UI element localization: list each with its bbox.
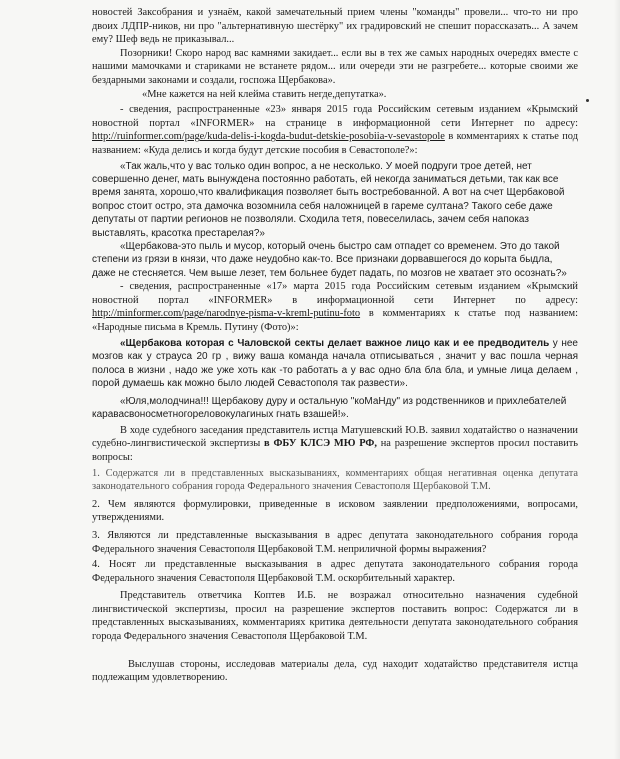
source-2-text: - сведения, распространенные «17» марта 2015 года Российским сетевым изданием «Крымский новостной портал «INFORMER» в информационной сети Интернет по адресу: [92,281,578,306]
motion-institution: в ФБУ КЛСЭ МЮ РФ, [264,438,377,450]
question-4: 4. Носят ли представленные высказывания в адрес депутата законодательного собрания города Федерального значения Севастополя Щербаковой Т.М. оскорбительный характер. [92,559,578,584]
speck [586,99,589,102]
comment-2: «Щербакова-это пыль и мусор, который очень быстро сам отпадет со временем. Это до такой степени из грязи в князи, что даже неудобно как-то. Все признаки дорвавшегося до корыта быдла, даже не стесняется. Чем выше лезет, тем больнее будет падать, по мозгов не хватает это осознать?» [92,240,567,279]
comment-3-lead: «Щербакова которая с Чаловской секты делает важное лицо как и ее предводитель [120,337,550,349]
question-1: 1. Содержатся ли в представленных высказываниях, комментариях общая негативная оценка депутата законодательного собрания города Федерального значения Севастополя Щербаковой Т.М. [92,467,578,493]
paragraph-ruling: Выслушав стороны, исследовав материалы дела, суд находит ходатайство представителя истца подлежащим удовлетворению. [92,658,578,684]
paragraph-motion [92,424,578,465]
source-1-text: - сведения, распространенные «23» января 2015 года Российским сетевым изданием «Крымский новостной портал «INFORMER» на странице в информационной сети Интернет по адресу: [92,104,578,129]
paragraph-defendant: Представитель ответчика Коптев И.Б. не возражал относительно назначения судебной лингвистической экспертизы, просил на разрешение экспертов поставить вопрос: Содержатся ли в представленных высказываниях, комментариях критика деятельности депутата законодательного собрания города Федерального значения Севастополя Щербаковой Т.М. [92,590,578,643]
paragraph-source-1 [92,103,578,157]
source-1-tail: в комментариях к статье под названием: «Куда делись и когда будут детские пособия в Севастополе?»: [92,131,578,156]
question-2: 2. Чем являются формулировки, приведенные в исковом заявлении предположениями, вопросами, утверждениями. [92,498,578,524]
question-3: 3. Являются ли представленные высказывания в адрес депутата законодательного собрания города Федерального значения Севастополя Щербаковой Т.М. неприличной формы выражения? [92,529,578,555]
scan-edge-shade [614,0,620,759]
comment-4: «Юля,молодчина!!! Щербакову дуру и остальную "коМаНду" из родственников и прихлебателей каравасвоносметногореловокулагиных гнать взашей!». [92,395,567,421]
quote-kleima: «Мне кажется на ней клейма ставить негде,депутатка». [142,88,387,100]
comment-1: «Так жаль,что у вас только один вопрос, а не несколько. У моей подруги трое детей, нет совершенно денег, мать вынуждена постоянно работать, ей некогда заниматься детьми, так как все время занята, хорошо,что квалификация позволяет быть востребованной. А вот на счет Щербаковой вопрос стоит остро, эта дамочка возомнила себя наложницей в гареме султана? Такого себе даже депутаты от партии регионов не позволяли. Сходила тетя, повеселилась, зачем себя напоказ выставлять, красотка престарелая?» [92,160,565,239]
paragraph-intro: новостей Заксобрания и узнаём, какой замечательный прием члены "команды" провели... что-то ни про двоих ЛДПР-ников, ни про "альтернативную шестёрку" их градировский не спешит порассказать... А зачем ему? Шеф ведь не приказывал... [92,7,578,46]
paragraph-pozorniki: Позорники! Скоро народ вас камнями закидает... если вы в тех же самых народных очередях вместе с нашими мамочками и стариками не встанете рядом... или очереди эти не разгребете... которые своими же бездарными законами и создали, госпожа Щербакова». [92,47,578,86]
paragraph-source-2 [92,280,578,334]
source-1-link[interactable]: http://ruinformer.com/page/kuda-delis-i-kogda-budut-detskie-posobiia-v-sevastopole [92,131,445,143]
motion-text: В ходе судебного заседания представитель истца Матушевский Ю.В. заявил ходатайство о назначении судебно-лингвистической экспертизы [92,424,578,450]
source-2-link[interactable]: http://minformer.com/page/narodnye-pisma-v-kreml-putinu-foto [92,308,361,320]
comment-3-rest: у нее мозгов как у страуса 20 гр , вижу ваша команда начала отписываться , значит у вас пошла черная полоса в жизни , надо же уже хоть как -то работать а у вас одно бла бла бла, и умные лица делаем , порой думаешь как можно было людей Севастополя так развести». [92,337,578,390]
source-2-tail: в комментариях к статье под названием: «Народные письма в Кремль. Путину (Фото)»: [92,308,578,333]
comment-3 [92,337,578,391]
motion-tail: на разрешение экспертов просил поставить вопросы: [92,438,578,463]
